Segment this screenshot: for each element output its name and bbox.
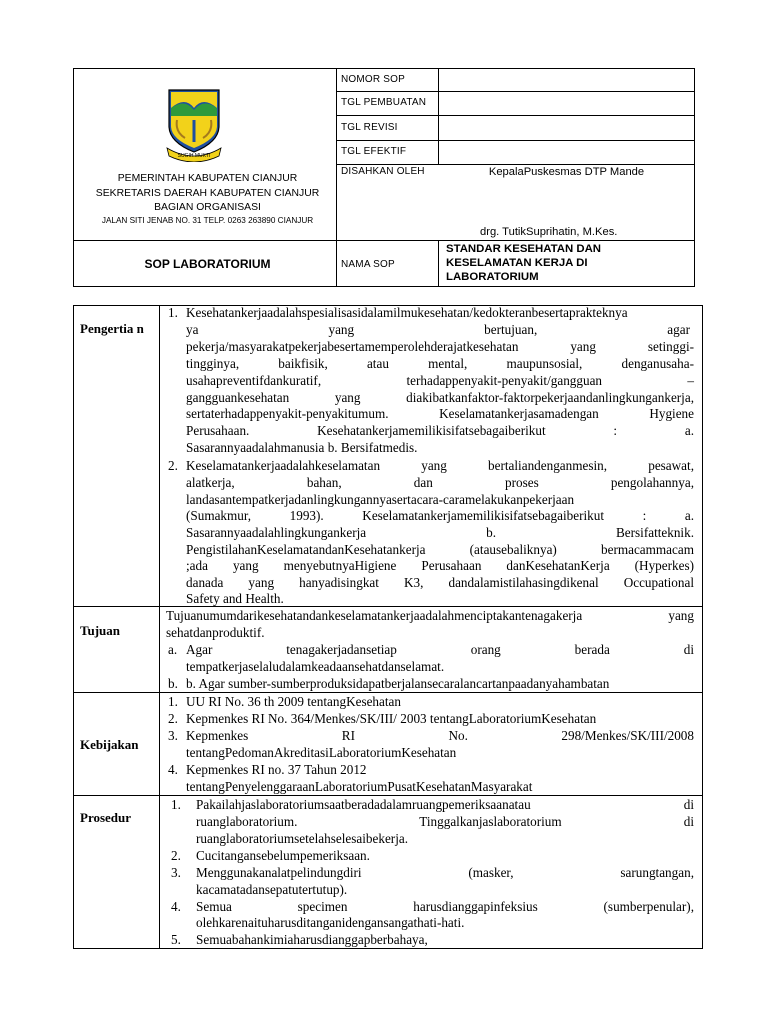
prosedur-line: Cucitangansebelumpemeriksaan. [196,848,370,863]
prosedur-line: ruanglaboratorium. Tinggalkanjaslaboratorium di [196,814,694,829]
prosedur-line: Pakailahjaslaboratoriumsaatberadadalamruangpemeriksaanatau di [196,797,694,812]
kebijakan-line: UU RI No. 36 th 2009 tentangKesehatan [186,694,401,709]
org-line-1: PEMERINTAH KABUPATEN CIANJUR [117,173,298,184]
tujuan-line: Tujuanumumdarikesehatandankeselamatankerjaadalahmenciptakantenagakerja yang [166,608,694,623]
list-number: 2. [168,458,178,473]
list-number: 1. [168,305,178,320]
prosedur-line: olehkarenaituharusditanganidengansangathati-hati. [196,915,465,930]
label-tgl-revisi: TGL REVISI [341,122,398,133]
label-nama-sop: NAMA SOP [341,259,395,270]
list-number: 1. [168,694,178,709]
kebijakan-line: tentangPenyelenggaraanLaboratoriumPusatKesehatanMasyarakat [186,779,533,794]
pengertian-line: alatkerja, bahan, dan proses pengolahannya, [186,475,694,490]
prosedur-line: Menggunakanalatpelindungdiri (masker, sarungtangan, [196,865,694,880]
pengertian-line: landasantempatkerjadanlingkungannyasertacara-caramelakukanpekerjaan [186,492,575,507]
pengertian-line: ya yang bertujuan, agar [186,322,690,337]
logo-motto: SUGIH MUKTI [177,153,211,159]
section-kebijakan: Kebijakan [80,737,139,752]
prosedur-line: Semua specimen harusdianggapinfeksius (sumberpenular), [196,899,694,914]
sop-title: SOP LABORATORIUM [144,257,271,271]
nama-sop-value [446,242,601,284]
prosedur-line: kacamatadansepatutertutup). [196,882,348,897]
list-number: 3. [171,865,181,880]
section-tujuan: Tujuan [80,623,120,638]
pengertian-line: danada yang hanyadisingkat K3, dandalamistilahasingdikenal Occupational [186,575,694,590]
nama-sop-line: KESELAMATAN KERJA DI [446,257,588,269]
pengertian-line: Kesehatankerjaadalahspesialisasidalamilmukesehatan/kedokteranbesertaprakteknya [186,305,628,320]
label-disahkan-oleh: DISAHKAN OLEH [341,166,425,177]
label-tgl-efektif: TGL EFEKTIF [341,146,407,157]
pengertian-line: Sasarannyaadalahmanusia b. Bersifatmedis. [186,440,418,455]
pengertian-line: Perusahaan. Kesehatankerjamemilikisifatsebagaiberikut : a. [186,423,694,438]
list-number: 3. [168,728,178,743]
pengertian-line: PengistilahanKeselamatandanKesehatankerja (atausebaliknya) bermacammacam [186,542,694,557]
org-line-3: BAGIAN ORGANISASI [154,202,261,213]
org-line-2: SEKRETARIS DAERAH KABUPATEN CIANJUR [95,188,320,199]
nama-sop-line: STANDAR KESEHATAN DAN [446,243,602,255]
list-number: 2. [171,848,181,863]
pengertian-line: gangguankesehatan yang diakibatkanfaktor-faktorpekerjaandanlingkungankerja, [186,390,694,405]
kebijakan-line: Kepmenkes RI No. 298/Menkes/SK/III/2008 [186,728,694,743]
list-marker: b. [168,676,178,691]
disahkan-nama: drg. TutikSuprihatin, M.Kes. [480,226,618,238]
prosedur-line: ruanglaboratoriumsetelahselesaibekerja. [196,831,409,846]
regency-logo [163,86,225,162]
prosedur-line: Semuabahankimiaharusdianggapberbahaya, [196,932,428,947]
section-pengertian: Pengertia n [80,321,144,336]
tujuan-line: Agar tenagakerjadansetiap orang berada di [186,642,694,657]
pengertian-line: (Sumakmur, 1993). Keselamatankerjamemilikisifatsebagaiberikut : a. [186,508,694,523]
pengertian-line: Sasarannyaadalahlingkungankerja b. Bersifatteknik. [186,525,694,540]
pengertian-line: Keselamatankerjaadalahkeselamatan yang bertaliandenganmesin, pesawat, [186,458,694,473]
tujuan-line: sehatdanproduktif. [166,625,265,640]
list-marker: a. [168,642,178,657]
kebijakan-line: Kepmenkes RI no. 37 Tahun 2012 [186,762,367,777]
pengertian-line: usahapreventifdankuratif, terhadappenyakit-penyakit/gangguan – [186,373,694,388]
list-number: 5. [171,932,181,947]
nama-sop-line: LABORATORIUM [446,271,539,283]
label-tgl-pembuatan: TGL PEMBUATAN [341,97,427,108]
pengertian-line: ;ada yang menyebutnyaHigiene Perusahaan danKesehatanKerja (Hyperkes) [186,558,694,573]
label-nomor-sop: NOMOR SOP [341,74,406,85]
list-number: 2. [168,711,178,726]
kebijakan-line: Kepmenkes RI No. 364/Menkes/SK/III/ 2003 tentangLaboratoriumKesehatan [186,711,597,726]
pengertian-line: sertaterhadappenyakit-penyakitumum. Keselamatankerjasamadengan Hygiene [186,406,694,421]
disahkan-jabatan: KepalaPuskesmas DTP Mande [488,166,645,178]
pengertian-line: pekerja/masyarakatpekerjabesertamemperolehderajatkesehatan yang setinggi- [186,339,694,354]
pengertian-line: Safety and Health. [186,591,284,606]
org-address: JALAN SITI JENAB NO. 31 TELP. 0263 263890 CIANJUR [101,216,314,225]
tujuan-line: tempatkerjaselaludalamkeadaansehatdanselamat. [186,659,445,674]
section-prosedur: Prosedur [80,810,132,825]
list-number: 4. [168,762,178,777]
tujuan-line: b. Agar sumber-sumberproduksidapatberjalansecaralancartanpaadanyahambatan [186,676,610,691]
kebijakan-line: tentangPedomanAkreditasiLaboratoriumKesehatan [186,745,457,760]
pengertian-line: tingginya, baikfisik, atau mental, maupunsosial, denganusaha- [186,356,694,371]
list-number: 4. [171,899,181,914]
list-number: 1. [171,797,181,812]
